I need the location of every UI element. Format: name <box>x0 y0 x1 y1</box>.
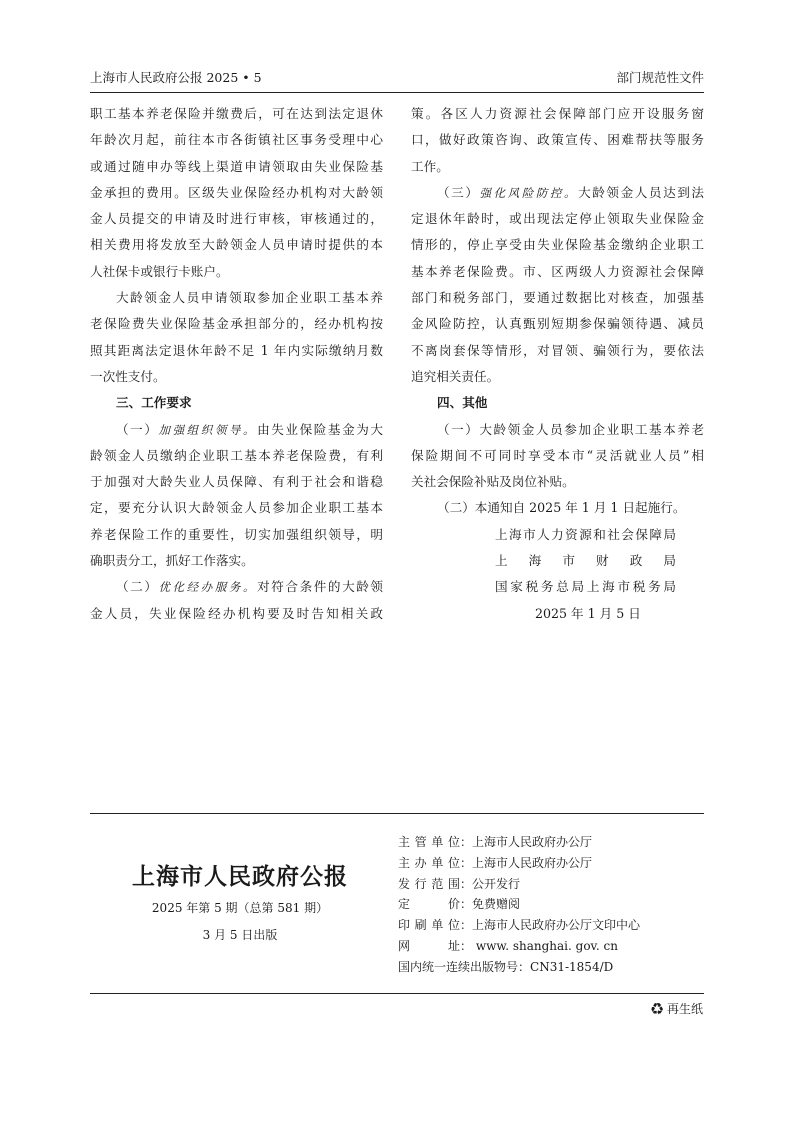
section-heading: 四、其他 <box>437 395 488 411</box>
text-line: 一次性支付。 <box>90 368 166 384</box>
info-row <box>398 957 640 978</box>
item-number: （二） <box>116 579 159 595</box>
publication-info <box>398 832 640 978</box>
text-line <box>90 417 383 443</box>
info-label: 印刷单位 <box>398 918 460 933</box>
recycled-paper-note <box>651 1000 703 1017</box>
info-value: 公开发行 <box>472 876 521 891</box>
signature-line: 2025 年 1 月 5 日 <box>535 605 641 621</box>
section-heading: 三、工作要求 <box>116 395 192 411</box>
text-line: （一）大龄领金人员参加企业职工基本养老 <box>437 421 704 437</box>
recycle-icon: ♻ <box>651 1002 664 1016</box>
text-line: 基本养老保险费。市、区两级人力资源社会保障 <box>411 263 704 279</box>
info-value: 上海市人民政府办公厅 <box>472 835 593 849</box>
text-line: 部门和税务部门，要通过数据比对核查，加强基 <box>411 290 704 306</box>
info-label: 网址 <box>398 938 460 953</box>
text-line: （二）本通知自 2025 年 1 月 1 日起施行。 <box>437 500 686 516</box>
info-row <box>398 936 640 957</box>
item-number: （一） <box>116 421 159 437</box>
text-line: 相关费用将发放至大龄领金人员申请时提供的本 <box>90 237 383 253</box>
info-value: www. shanghai. gov. cn <box>472 938 618 953</box>
text-line: 策。各区人力资源社会保障部门应开设服务窗 <box>411 106 704 121</box>
item-text: 由失业保险基金为大 <box>257 421 384 437</box>
text-line: 不离岗套保等情形，对冒领、骗领行为，要依法 <box>411 342 704 358</box>
text-line: 定退休年龄时，或出现法定停止领取失业保险金 <box>411 211 704 227</box>
text-line: 职工基本养老保险并缴费后，可在达到法定退休 <box>90 106 383 121</box>
colon: ： <box>518 959 531 974</box>
colon: ： <box>460 855 473 870</box>
info-row <box>398 874 640 895</box>
colon: ： <box>460 897 473 912</box>
text-line: 或通过随申办等线上渠道申请领取由失业保险基 <box>90 158 383 174</box>
item-title: 优化经办服务。 <box>158 580 258 595</box>
text-line <box>411 180 704 206</box>
publication-date: 3 月 5 日出版 <box>202 928 278 942</box>
recycled-paper-label: 再生纸 <box>666 1002 703 1016</box>
text-line: 金人员提交的申请及时进行审核，审核通过的， <box>90 211 383 227</box>
signature-line: 国家税务总局上海市税务局 <box>495 579 676 595</box>
text-line: 养老保险工作的重要性，切实加强组织领导，明 <box>90 526 383 542</box>
info-label: 主办单位 <box>398 855 460 870</box>
text-line: 关社会保险补贴及岗位补贴。 <box>411 474 575 490</box>
text-line: 照其距离法定退休年龄不足 1 年内实际缴纳月数 <box>90 342 383 358</box>
text-line: 金人员，失业保险经办机构要及时告知相关政 <box>90 605 383 621</box>
item-text: 对符合条件的大龄领 <box>257 579 384 595</box>
signature-line: 上海市财政局 <box>495 553 676 569</box>
info-label: 国内统一连续出版物号 <box>398 959 519 974</box>
footer-top-rule <box>90 813 704 814</box>
left-column <box>90 101 383 627</box>
text-line: 于加强对大龄失业人员保障、有利于社会和谐稳 <box>90 474 383 490</box>
colon: ： <box>460 876 473 891</box>
info-value: 上海市人民政府办公厅文印中心 <box>472 918 641 933</box>
journal-issue-header: 上海市人民政府公报 2025 • 5 <box>90 70 262 85</box>
journal-title: 上海市人民政府公报 <box>132 863 348 890</box>
colon: ： <box>460 938 473 953</box>
text-line: 追究相关责任。 <box>411 368 500 384</box>
footer-bottom-rule <box>90 993 704 994</box>
text-line: 金承担的费用。区级失业保险经办机构对大龄领 <box>90 184 383 200</box>
info-label: 发行范围 <box>398 876 460 891</box>
text-line: 定，要充分认识大龄领金人员参加企业职工基本 <box>90 500 383 516</box>
text-line <box>90 574 383 600</box>
right-column <box>411 101 704 627</box>
text-line: 金风险防控，认真甄别短期参保骗领待遇、减员 <box>411 316 704 332</box>
info-value: 免费赠阅 <box>472 897 521 912</box>
text-line: 保险期间不可同时享受本市“灵活就业人员”相 <box>411 447 704 463</box>
colon: ： <box>460 835 473 849</box>
info-row <box>398 832 640 853</box>
text-line: 口，做好政策咨询、政策宣传、困难帮扶等服务 <box>411 132 704 148</box>
info-label: 定价 <box>398 897 460 912</box>
colon: ： <box>460 918 473 933</box>
item-number: （三） <box>437 184 480 200</box>
item-title: 加强组织领导。 <box>158 422 258 437</box>
item-title: 强化风险防控。 <box>479 185 579 200</box>
text-line: 人社保卡或银行卡账户。 <box>90 263 229 279</box>
info-row <box>398 853 640 874</box>
info-label: 主管单位 <box>398 835 460 849</box>
text-line: 大龄领金人员申请领取参加企业职工基本养 <box>116 290 383 306</box>
text-line: 龄领金人员缴纳企业职工基本养老保险费，有利 <box>90 447 383 463</box>
info-value: CN31-1854/D <box>530 959 614 974</box>
info-row <box>398 915 640 936</box>
text-line: 确职责分工，抓好工作落实。 <box>90 553 254 569</box>
issue-number: 2025 年第 5 期（总第 581 期） <box>151 901 329 915</box>
text-line: 年龄次月起，前往本市各街镇社区事务受理中心 <box>90 132 383 148</box>
text-line: 工作。 <box>411 158 449 174</box>
text-line: 情形的，停止享受由失业保险基金缴纳企业职工 <box>411 237 704 253</box>
item-text: 大龄领金人员达到法 <box>578 184 705 200</box>
info-value: 上海市人民政府办公厅 <box>472 855 593 870</box>
signature-line: 上海市人力资源和社会保障局 <box>495 526 676 542</box>
text-line: 老保险费失业保险基金承担部分的，经办机构按 <box>90 316 383 332</box>
section-header: 部门规范性文件 <box>616 70 704 85</box>
info-row <box>398 894 640 915</box>
running-header <box>90 66 704 93</box>
